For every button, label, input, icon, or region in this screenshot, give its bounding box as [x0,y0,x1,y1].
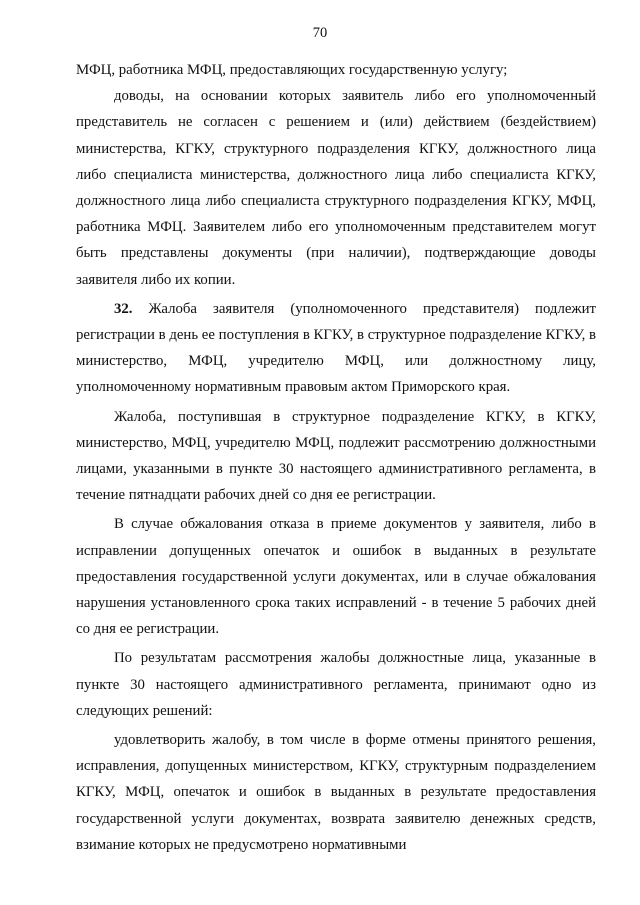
paragraph-32-text: Жалоба заявителя (уполномоченного представителя) подлежит регистрации в день ее поступления в КГКУ, в структурное подразделение КГКУ, в министерство, МФЦ, учредителю МФЦ, или должностному лицу, уполномоченному нормативным правовым актом Приморского края. [76,300,596,396]
paragraph-satisfy-complaint: удовлетворить жалобу, в том числе в форме отмены принятого решения, исправления, допущенных министерством, КГКУ, структурным подразделением КГКУ, МФЦ, опечаток и ошибок в выданных в результате предоставления государственной услуги документах, возврата заявителю денежных средств, взимание которых не предусмотрено нормативными [76,732,596,853]
paragraph-continuation: МФЦ, работника МФЦ, предоставляющих государственную услугу; [76,62,508,78]
paragraph-number: 32. [114,300,133,317]
paragraph-decisions-intro: По результатам рассмотрения жалобы должностные лица, указанные в пункте 30 настоящего административного регламента, принимают одно из следующих решений: [76,650,596,719]
paragraph-32 [76,296,596,401]
page-number: 70 [312,25,328,41]
paragraph-review-term: Жалоба, поступившая в структурное подразделение КГКУ, в КГКУ, министерство, МФЦ, учредителю МФЦ, подлежит рассмотрению должностными лицами, указанными в пункте 30 настоящего административного регламента, в течение пятнадцати рабочих дней со дня ее регистрации. [76,408,596,504]
document-body [76,57,596,858]
paragraph-arguments: доводы, на основании которых заявитель либо его уполномоченный представитель не согласен с решением и (или) действием (бездействием) министерства, КГКУ, структурного подразделения КГКУ, должностного лица либо специалиста министерства, должностного лица либо специалиста КГКУ, должностного лица либо специалиста структурного подразделения КГКУ, МФЦ, работника МФЦ. Заявителем либо его уполномоченным представителем могут быть представлены документы (при наличии), подтверждающие доводы заявителя либо их копии. [76,88,596,288]
paragraph-refusal-appeal: В случае обжалования отказа в приеме документов у заявителя, либо в исправлении допущенных опечаток и ошибок в выданных в результате предоставления государственной услуги документах, или в случае обжалования нарушения установленного срока таких исправлений - в течение 5 рабочих дней со дня ее регистрации. [76,516,596,638]
